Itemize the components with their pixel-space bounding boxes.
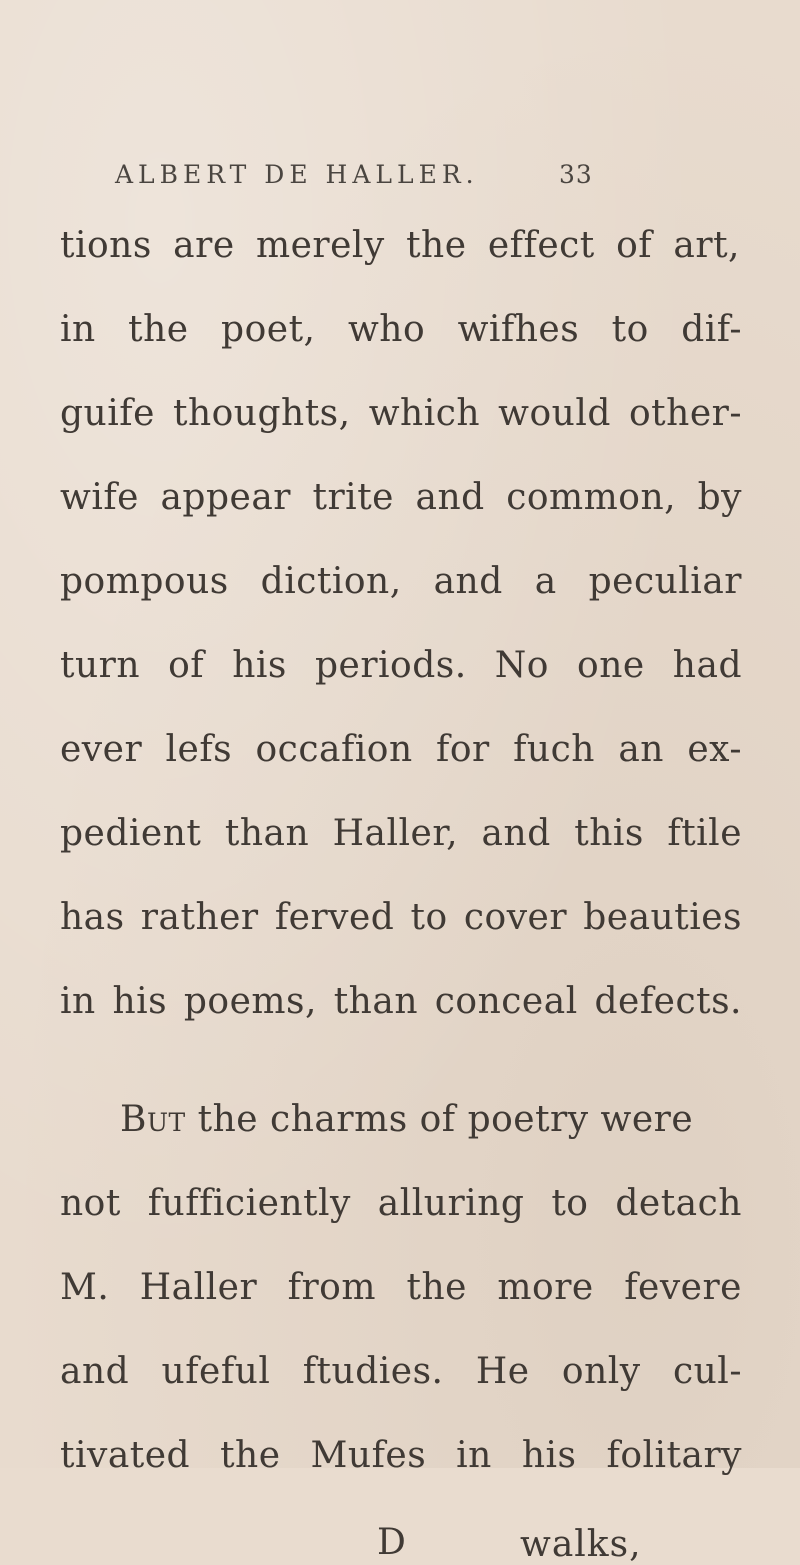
page-number: 33 [559, 160, 593, 189]
running-head-title: ALBERT DE HALLER. [115, 160, 479, 189]
text-line: turn of his periods. No one had [60, 645, 742, 686]
text-line: wife appear trite and common, by [60, 477, 742, 518]
text-line: tions are merely the effect of art, [60, 225, 740, 266]
text-line: and ufeful ftudies. He only cul- [60, 1351, 742, 1392]
paragraph-first-line [120, 1099, 740, 1140]
text-line: pedient than Haller, and this ftile [60, 813, 742, 854]
text-line: in the poet, who wifhes to dif- [60, 309, 742, 350]
lead-word: But [120, 1099, 186, 1140]
text-line: ever lefs occafion for fuch an ex- [60, 729, 742, 770]
text-line: M. Haller from the more fevere [60, 1267, 742, 1308]
signature-mark: D [377, 1522, 406, 1563]
text-line: has rather ferved to cover beauties [60, 897, 742, 938]
catchword: walks, [520, 1524, 642, 1565]
text-line: in his poems, than conceal defects. [60, 981, 742, 1022]
text-line: not fufficiently alluring to detach [60, 1183, 742, 1224]
first-line-rest: the charms of poetry were [185, 1099, 694, 1140]
text-line: tivated the Mufes in his folitary [60, 1435, 742, 1476]
text-line: pompous diction, and a peculiar [60, 561, 742, 602]
text-line: guife thoughts, which would other- [60, 393, 742, 434]
